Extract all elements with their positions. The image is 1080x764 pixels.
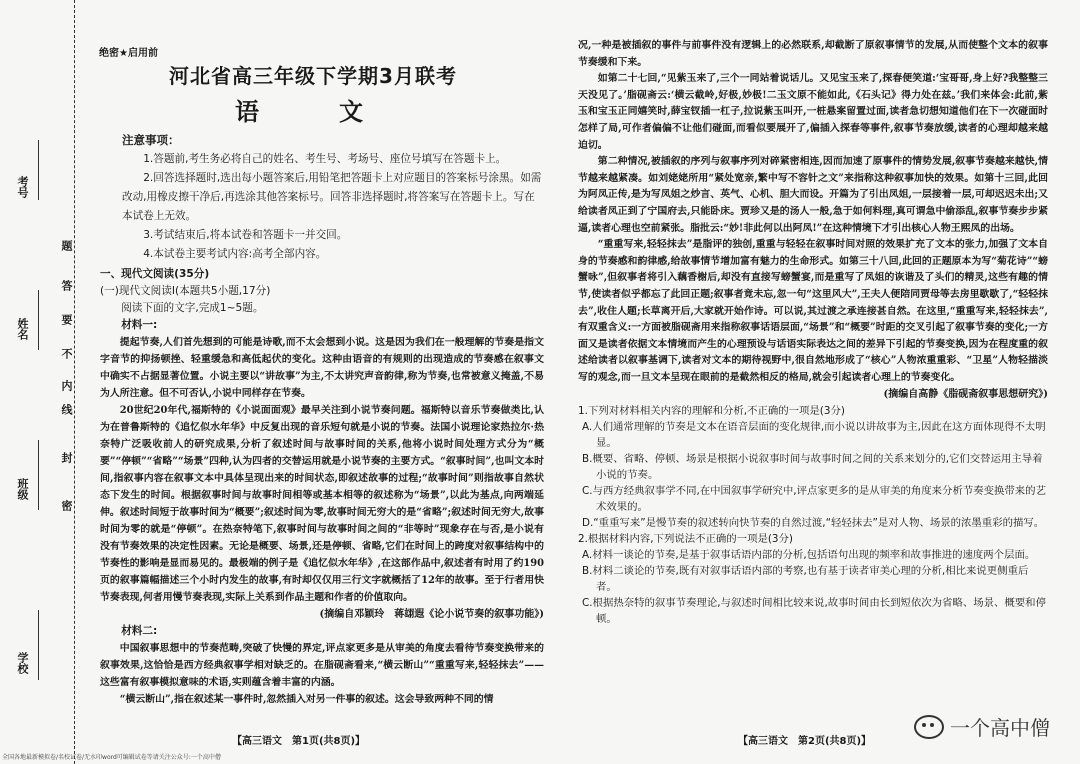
section-heading: 一、现代文阅读(35分): [100, 268, 210, 280]
question-1: 1.下列对材料相关内容的理解和分析,不正确的一项是(3分): [578, 405, 845, 418]
subject-title: 语 文: [235, 98, 391, 126]
footer-note: 全国各地最新模拟卷/名校试卷/无水印word可编辑试卷等请关注公众号:一个高中僧: [2, 754, 221, 761]
seal-char: 不: [60, 348, 73, 361]
seal-char: 题: [60, 240, 73, 253]
q1-option-b: B.概要、省略、停顿、场景是根据小说叙事时间与故事时间之间的关系来划分的,它们交替运用主导着小说的节奏。: [582, 453, 1043, 482]
seal-char: 线: [60, 404, 73, 417]
paragraph: “重重写来,轻轻抹去”是脂评的独创,重重与轻轻在叙事时间对照的效果扩充了文本的张力,加强了文本自身的节奏感和韵律感,给故事情节增加富有魅力的生命形式。如第三十八回,此回的正题原本为写“菊花诗”“螃蟹咏”,但叙事者将引入藕香榭后,却没有直接写螃蟹宴,而是重写了凤姐的诙谐及了头们的精灵,这些有趣的情节,使读者似乎都忘了此回正题;叙事者竟未忘,忽一句“这里风大”,王夫人便陪同贾母等去房里歇歇了,“轻轻抹去”,收住人题;长草离开后,大家就开始作诗。可以说,其过渡之承连接甚自然。在这里,“重重写来,轻轻抹去”,有双重含义:一方面被脂砚斋用来指称叙事话语层面,“场景”和“概要”时距的交叉引起了叙事节奏的变化;一方面又是读者依据文本情境而产生的心理预设与话语实际表达之间的差异下引起的节奏变换,因为在程度重的叙述给读者以叙事基调下,读者对文本的期待视野中,很自然地形成了“核心”人物浓重重彩、“卫星”人物轻描淡写的观念,而一旦文本呈现在眼前的是截然相反的格局,就会引起读者心理上的节奏变化。: [578, 239, 1048, 383]
seal-cut-line: [74, 0, 75, 764]
secret-mark: 绝密★启用前: [99, 48, 158, 59]
paragraph: 第二种情况,被插叙的序列与叙事序列对碎紧密相连,因而加速了原事件的情势发展,叙事节奏越来越快,情节越来越紧凑。如刘姥姥所用“紧处宽亲,繁中写不容针之文”来指称这种叙事加快的效果。如第十三回,此回为阿凤正传,是为写凤姐之炒言、英气、心机、胆大而设。开篇为了引出凤姐,一层接着一层,可却迟迟未出;又给读者凤正到了宁国府去,只能卧床。贾珍又是的汤人一般,急于如何料理,真可谓急中偷添乱,叙事节奏步步紧逼,读者心理也空前紧张。脂批云:“妙!非此何以出阿凤!”在这种情境下才引出核心人物王熙凤的出场。: [578, 156, 1048, 234]
binding-strip: [0, 0, 82, 764]
exam-no-label: 考号: [16, 176, 29, 198]
seal-char: 封: [60, 452, 73, 465]
name-label: 姓名: [16, 318, 29, 340]
notes-block: [122, 130, 542, 264]
material-1-paragraph: 提起节奏,人们首先想到的可能是诗歌,而不太会想到小说。这是因为我们在一般理解的节奏是指文字音节的抑扬顿挫、轻重缓急和高低起伏的变化。这种由语音的有规则的出现造成的节奏感在叙事文中确实不占据显著位置。小说主要以“讲故事”为主,不太讲究声音韵律,称为节奏,也常被意义掩盖,不易为人所注意。但不可否认,小说中同样存在节奏。: [100, 337, 544, 399]
paragraph: 况,一种是被插叙的事件与前事件没有逻辑上的必然联系,却截断了原叙事情节的发展,从而使整个文本的叙事节奏缓和下来。: [578, 40, 1048, 68]
seal-char: 内: [60, 380, 73, 393]
watermark: [914, 712, 1050, 741]
page-footer-right: 【高三语文 第2页(共8页)】: [738, 736, 872, 747]
question-2: 2.根据材料内容,下列说法不正确的一项是(3分): [578, 533, 793, 546]
section-1: [100, 266, 544, 708]
seal-char: 要: [60, 314, 73, 327]
page-footer-left: 【高三语文 第1页(共8页)】: [232, 736, 366, 747]
material-2-paragraph: 中国叙事思想中的节奏范畴,突破了快慢的界定,评点家更多是从审美的角度去看待节奏变换带来的叙事效果,这恰恰是西方经典叙事学相对缺乏的。在脂砚斋看来,“横云断山”“重重写来,轻轻抹去”——这些富有叙事模拟意味的术语,实则蕴含着丰富的内涵。: [100, 643, 544, 688]
material-2-source: (摘编自高静《脂砚斋叙事思想研究》): [883, 389, 1048, 401]
school-label: 学校: [16, 652, 29, 674]
notes-heading: 注意事项：: [122, 133, 180, 147]
section-sub: (一)现代文阅读Ⅰ(本题共5小题,17分): [100, 285, 271, 297]
right-text: [578, 38, 1048, 627]
seal-char: 答: [60, 280, 73, 293]
material-2-paragraph: “横云断山”,指在叙述某一事件时,忽然插入对另一件事的叙述。这会导致两种不同的情: [119, 694, 494, 705]
material-1-label: 材料一:: [121, 319, 158, 331]
name-blank: [38, 290, 39, 350]
wechat-icon: [914, 715, 944, 739]
exam-title: 河北省高三年级下学期3月联考: [169, 64, 457, 88]
q2-option-a: A.材料一谈论的节奏,是基于叙事话语内部的分析,包括语句出现的频率和故事推进的速度两个层面。: [582, 549, 1036, 562]
note-item: 2.回答选择题时,选出每小题答案后,用铅笔把答题卡上对应题目的答案标号涂黑。如需改动,用橡皮擦干净后,再选涂其他答案标号。回答非选择题时,将答案写在答题卡上。写在本试卷上无效。: [122, 172, 542, 222]
watermark-text: 一个高中僧: [950, 716, 1050, 740]
q1-option-d: D.“重重写来”是慢节奏的叙述转向快节奏的自然过渡,“轻轻抹去”是对人物、场景的浓墨重彩的描写。: [582, 517, 1045, 530]
seal-char: 密: [60, 500, 73, 513]
q2-option-b: B.材料二谈论的节奏,既有对叙事话语内部的考察,也有基于读者审美心理的分析,相比来说更侧重后者。: [582, 565, 1029, 594]
exam-no-blank: [38, 140, 39, 200]
class-label: 班级: [16, 478, 29, 500]
material-1-source: (摘编自邓颖玲 蒋翃遐《论小说节奏的叙事功能》): [319, 609, 544, 620]
material-1-paragraph: 20世纪20年代,福斯特的《小说面面观》最早关注到小说节奏问题。福斯特以音乐节奏做类比,认为在普鲁斯特的《追忆似水年华》中反复出现的音乐短句就是小说的节奏。法国小说理论家热拉尔·热奈特广泛吸收前人的研究成果,分析了叙述时间与故事时间的关系,他将小说时间处理方式分为“概要”“停顿”“省略”“场景”四种,认为四者的交替运用就是小说节奏的主要方式。“叙事时间”,也叫文本时间,指叙事内容在叙事文本中具体呈现出来的时间状态,即叙述故事的过程;“故事时间”则指故事自然状态下发生的时间。根据叙事时间与故事时间相等或基本相等的叙述称为“场景”,以此为基点,向两端延伸。叙述时间短于故事时间为“概要”;叙述时间为零,故事时间无穷大的是“省略”;叙述时间无穷大,故事时间为零的就是“停顿”。在热奈特笔下,叙事时间与故事时间之间的“非等时”现象存在与否,是小说有没有节奏效果的决定性因素。无论是概要、场景,还是停顿、省略,它们在时间上的跨度对叙事结构中的节奏性的影响是显而易见的。最极端的例子是《追忆似水年华》,在这部作品中,叙述者有时用了约190页的叙事篇幅描述三个小时内发生的故事,有时却仅仅用三行文字就概括了12年的故事。至于行者用快节奏表现,何者用慢节奏表现,实际上关系到作品主题和作者的价值取向。: [100, 405, 544, 603]
q1-option-a: A.人们通常理解的节奏是文本在语音层面的变化规律,而小说以讲故事为主,因此在这方面体现得不太明显。: [582, 421, 1046, 450]
school-blank: [38, 610, 39, 680]
note-item: 1.答题前,考生务必将自己的姓名、考生号、考场号、座位号填写在答题卡上。: [143, 153, 507, 165]
note-item: 3.考试结束后,将本试卷和答题卡一并交回。: [143, 229, 348, 241]
q1-option-c: C.与西方经典叙事学不同,在中国叙事学研究中,评点家更多的是从审美的角度来分析节奏变换带来的艺术效果的。: [582, 485, 1046, 514]
material-2-label: 材料二:: [121, 625, 158, 637]
paragraph: 如第二十七回,“见紫玉来了,三个一同站着说话儿。又见宝玉来了,探春便笑道:‘宝哥哥,身上好?我整整三天没见了。’脂砚斋云:‘横云截岭,好极,妙极!二玉文原不能如此,《石头记》得力处在兹。’我们来体会:此前,紫玉和宝玉正同嬉笑时,薛宝钗插一杠子,拉说紫玉叫开,一桩悬案留置过面,读者急切想知道他们在下一次碰面时怎样了局,可作者偏偏不让他们碰面,而看似要展开了,偏插入探春等事件,叙事节奏放缓,读者的心理却越来越迫切。: [578, 73, 1048, 151]
note-item: 4.本试卷主要考试内容:高考全部内容。: [143, 248, 327, 260]
instruction: 阅读下面的文字,完成1~5题。: [121, 302, 264, 314]
class-blank: [38, 440, 39, 510]
q2-option-c: C.根据热奈特的叙事节奏理论,与叙述时间相比较来说,故事时间由长到短依次为省略、场景、概要和停顿。: [582, 597, 1046, 626]
